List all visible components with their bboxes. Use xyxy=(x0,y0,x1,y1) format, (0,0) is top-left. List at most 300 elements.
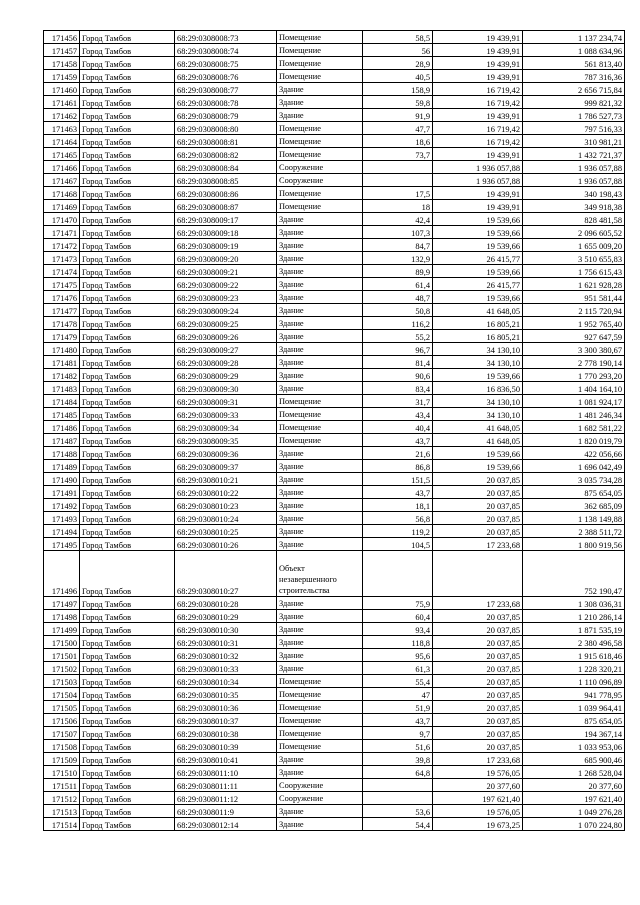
city-cell: Город Тамбов xyxy=(80,512,175,525)
cadastral-number-cell: 68:29:0308009:17 xyxy=(175,213,277,226)
row-number-cell: 171498 xyxy=(44,610,80,623)
city-cell: Город Тамбов xyxy=(80,83,175,96)
unit-value-cell: 16 719,42 xyxy=(433,83,523,96)
table-row xyxy=(44,317,625,330)
cadastral-value-cell: 362 685,09 xyxy=(523,499,625,512)
area-cell: 61,4 xyxy=(363,278,433,291)
unit-value-cell: 19 539,66 xyxy=(433,460,523,473)
cadastral-value-cell: 1 770 293,20 xyxy=(523,369,625,382)
city-cell: Город Тамбов xyxy=(80,395,175,408)
area-cell xyxy=(363,792,433,805)
cadastral-value-cell: 3 300 380,67 xyxy=(523,343,625,356)
object-type-cell: Помещение xyxy=(277,395,363,408)
table-row xyxy=(44,200,625,213)
cadastral-number-cell: 68:29:0308010:23 xyxy=(175,499,277,512)
city-cell: Город Тамбов xyxy=(80,538,175,551)
cadastral-number-cell: 68:29:0308009:31 xyxy=(175,395,277,408)
object-type-cell: Здание xyxy=(277,291,363,304)
table-row xyxy=(44,356,625,369)
area-cell: 28,9 xyxy=(363,57,433,70)
cadastral-value-cell: 1 210 286,14 xyxy=(523,610,625,623)
city-cell: Город Тамбов xyxy=(80,408,175,421)
unit-value-cell: 19 439,91 xyxy=(433,109,523,122)
row-number-cell: 171473 xyxy=(44,252,80,265)
unit-value-cell: 17 233,68 xyxy=(433,538,523,551)
table-row xyxy=(44,109,625,122)
area-cell: 43,7 xyxy=(363,714,433,727)
area-cell: 104,5 xyxy=(363,538,433,551)
city-cell: Город Тамбов xyxy=(80,44,175,57)
table-row xyxy=(44,662,625,675)
unit-value-cell: 19 439,91 xyxy=(433,44,523,57)
cadastral-number-cell: 68:29:0308009:37 xyxy=(175,460,277,473)
cadastral-number-cell: 68:29:0308010:22 xyxy=(175,486,277,499)
cadastral-value-cell: 1 621 928,28 xyxy=(523,278,625,291)
row-number-cell: 171500 xyxy=(44,636,80,649)
table-row xyxy=(44,148,625,161)
area-cell: 56,8 xyxy=(363,512,433,525)
object-type-cell: Здание xyxy=(277,818,363,831)
row-number-cell: 171492 xyxy=(44,499,80,512)
area-cell: 47,7 xyxy=(363,122,433,135)
area-cell: 21,6 xyxy=(363,447,433,460)
area-cell xyxy=(363,161,433,174)
unit-value-cell: 19 439,91 xyxy=(433,200,523,213)
object-type-cell: Здание xyxy=(277,356,363,369)
cadastral-value-cell: 1 268 528,04 xyxy=(523,766,625,779)
cadastral-value-cell: 194 367,14 xyxy=(523,727,625,740)
city-cell: Город Тамбов xyxy=(80,649,175,662)
object-type-cell: Здание xyxy=(277,460,363,473)
cadastral-number-cell: 68:29:0308009:35 xyxy=(175,434,277,447)
object-type-cell: Здание xyxy=(277,239,363,252)
object-type-cell: Здание xyxy=(277,649,363,662)
row-number-cell: 171485 xyxy=(44,408,80,421)
table-row xyxy=(44,805,625,818)
object-type-cell: Здание xyxy=(277,213,363,226)
table-row xyxy=(44,70,625,83)
row-number-cell: 171461 xyxy=(44,96,80,109)
cadastral-number-cell: 68:29:0308009:19 xyxy=(175,239,277,252)
cadastral-number-cell: 68:29:0308008:79 xyxy=(175,109,277,122)
object-type-cell: Помещение xyxy=(277,57,363,70)
area-cell: 47 xyxy=(363,688,433,701)
unit-value-cell: 19 539,66 xyxy=(433,291,523,304)
cadastral-value-cell: 2 778 190,14 xyxy=(523,356,625,369)
cadastral-number-cell: 68:29:0308009:26 xyxy=(175,330,277,343)
unit-value-cell: 17 233,68 xyxy=(433,597,523,610)
object-type-cell: Здание xyxy=(277,343,363,356)
cadastral-number-cell: 68:29:0308010:33 xyxy=(175,662,277,675)
cadastral-value-table xyxy=(43,30,625,831)
cadastral-number-cell: 68:29:0308009:20 xyxy=(175,252,277,265)
unit-value-cell xyxy=(433,551,523,597)
city-cell: Город Тамбов xyxy=(80,382,175,395)
row-number-cell: 171481 xyxy=(44,356,80,369)
city-cell: Город Тамбов xyxy=(80,174,175,187)
table-row xyxy=(44,636,625,649)
cadastral-value-cell: 999 821,32 xyxy=(523,96,625,109)
row-number-cell: 171470 xyxy=(44,213,80,226)
object-type-cell: Помещение xyxy=(277,434,363,447)
row-number-cell: 171510 xyxy=(44,766,80,779)
table-row xyxy=(44,460,625,473)
row-number-cell: 171464 xyxy=(44,135,80,148)
table-row xyxy=(44,291,625,304)
object-type-cell: Помещение xyxy=(277,408,363,421)
city-cell: Город Тамбов xyxy=(80,96,175,109)
unit-value-cell: 20 037,85 xyxy=(433,675,523,688)
area-cell: 91,9 xyxy=(363,109,433,122)
cadastral-number-cell: 68:29:0308009:28 xyxy=(175,356,277,369)
object-type-cell: Помещение xyxy=(277,200,363,213)
unit-value-cell: 19 439,91 xyxy=(433,31,523,44)
city-cell: Город Тамбов xyxy=(80,161,175,174)
row-number-cell: 171474 xyxy=(44,265,80,278)
area-cell: 40,5 xyxy=(363,70,433,83)
unit-value-cell: 19 539,66 xyxy=(433,265,523,278)
cadastral-number-cell: 68:29:0308010:34 xyxy=(175,675,277,688)
unit-value-cell: 41 648,05 xyxy=(433,434,523,447)
area-cell xyxy=(363,779,433,792)
cadastral-number-cell: 68:29:0308011:9 xyxy=(175,805,277,818)
object-type-cell: Здание xyxy=(277,610,363,623)
object-type-cell: Помещение xyxy=(277,714,363,727)
cadastral-number-cell: 68:29:0308009:25 xyxy=(175,317,277,330)
cadastral-value-cell: 875 654,05 xyxy=(523,486,625,499)
cadastral-value-cell: 1 820 019,79 xyxy=(523,434,625,447)
object-type-cell: Здание xyxy=(277,447,363,460)
unit-value-cell: 34 130,10 xyxy=(433,395,523,408)
cadastral-number-cell: 68:29:0308010:32 xyxy=(175,649,277,662)
table-row xyxy=(44,239,625,252)
unit-value-cell: 34 130,10 xyxy=(433,356,523,369)
area-cell: 43,7 xyxy=(363,486,433,499)
row-number-cell: 171486 xyxy=(44,421,80,434)
city-cell: Город Тамбов xyxy=(80,304,175,317)
table-row xyxy=(44,369,625,382)
area-cell: 75,9 xyxy=(363,597,433,610)
object-type-cell: Здание xyxy=(277,512,363,525)
city-cell: Город Тамбов xyxy=(80,499,175,512)
object-type-cell: Помещение xyxy=(277,44,363,57)
city-cell: Город Тамбов xyxy=(80,265,175,278)
cadastral-value-cell: 1 871 535,19 xyxy=(523,623,625,636)
cadastral-value-cell: 685 900,46 xyxy=(523,753,625,766)
city-cell: Город Тамбов xyxy=(80,343,175,356)
unit-value-cell: 20 037,85 xyxy=(433,525,523,538)
object-type-cell: Помещение xyxy=(277,701,363,714)
row-number-cell: 171487 xyxy=(44,434,80,447)
unit-value-cell: 19 439,91 xyxy=(433,57,523,70)
cadastral-value-cell: 310 981,21 xyxy=(523,135,625,148)
table-row xyxy=(44,447,625,460)
table-row xyxy=(44,161,625,174)
cadastral-value-cell: 1 039 964,41 xyxy=(523,701,625,714)
city-cell: Город Тамбов xyxy=(80,122,175,135)
cadastral-value-cell: 1 696 042,49 xyxy=(523,460,625,473)
object-type-cell: Помещение xyxy=(277,675,363,688)
unit-value-cell: 17 233,68 xyxy=(433,753,523,766)
row-number-cell: 171491 xyxy=(44,486,80,499)
cadastral-number-cell: 68:29:0308009:27 xyxy=(175,343,277,356)
object-type-cell: Здание xyxy=(277,662,363,675)
cadastral-number-cell: 68:29:0308010:24 xyxy=(175,512,277,525)
cadastral-number-cell: 68:29:0308011:10 xyxy=(175,766,277,779)
cadastral-value-cell: 1 756 615,43 xyxy=(523,265,625,278)
city-cell: Город Тамбов xyxy=(80,486,175,499)
object-type-cell: Сооружение xyxy=(277,174,363,187)
row-number-cell: 171476 xyxy=(44,291,80,304)
object-type-cell: Здание xyxy=(277,538,363,551)
cadastral-number-cell: 68:29:0308009:21 xyxy=(175,265,277,278)
table-row xyxy=(44,473,625,486)
cadastral-value-cell: 349 918,38 xyxy=(523,200,625,213)
unit-value-cell: 16 719,42 xyxy=(433,135,523,148)
object-type-cell: Здание xyxy=(277,473,363,486)
city-cell: Город Тамбов xyxy=(80,434,175,447)
table-row xyxy=(44,714,625,727)
row-number-cell: 171511 xyxy=(44,779,80,792)
unit-value-cell: 197 621,40 xyxy=(433,792,523,805)
cadastral-number-cell: 68:29:0308008:78 xyxy=(175,96,277,109)
row-number-cell: 171458 xyxy=(44,57,80,70)
cadastral-value-cell: 1 088 634,96 xyxy=(523,44,625,57)
area-cell: 158,9 xyxy=(363,83,433,96)
cadastral-value-cell: 828 481,58 xyxy=(523,213,625,226)
table-row xyxy=(44,434,625,447)
unit-value-cell: 1 936 057,88 xyxy=(433,174,523,187)
cadastral-value-cell: 340 198,43 xyxy=(523,187,625,200)
cadastral-number-cell: 68:29:0308009:18 xyxy=(175,226,277,239)
row-number-cell: 171499 xyxy=(44,623,80,636)
cadastral-number-cell: 68:29:0308008:73 xyxy=(175,31,277,44)
table-row xyxy=(44,135,625,148)
cadastral-number-cell: 68:29:0308011:12 xyxy=(175,792,277,805)
cadastral-number-cell: 68:29:0308010:35 xyxy=(175,688,277,701)
area-cell: 61,3 xyxy=(363,662,433,675)
area-cell: 93,4 xyxy=(363,623,433,636)
table-row xyxy=(44,304,625,317)
city-cell: Город Тамбов xyxy=(80,610,175,623)
area-cell xyxy=(363,551,433,597)
unit-value-cell: 20 037,85 xyxy=(433,649,523,662)
cadastral-number-cell: 68:29:0308008:84 xyxy=(175,161,277,174)
cadastral-value-cell: 1 800 919,56 xyxy=(523,538,625,551)
object-type-cell: Здание xyxy=(277,382,363,395)
cadastral-value-cell: 1 081 924,17 xyxy=(523,395,625,408)
unit-value-cell: 16 805,21 xyxy=(433,330,523,343)
city-cell: Город Тамбов xyxy=(80,675,175,688)
unit-value-cell: 20 037,85 xyxy=(433,636,523,649)
city-cell: Город Тамбов xyxy=(80,291,175,304)
object-type-cell: Здание xyxy=(277,597,363,610)
area-cell: 95,6 xyxy=(363,649,433,662)
table-row xyxy=(44,499,625,512)
city-cell: Город Тамбов xyxy=(80,805,175,818)
cadastral-number-cell: 68:29:0308008:82 xyxy=(175,148,277,161)
area-cell: 43,4 xyxy=(363,408,433,421)
object-type-cell: Сооружение xyxy=(277,779,363,792)
cadastral-number-cell: 68:29:0308009:34 xyxy=(175,421,277,434)
area-cell: 118,8 xyxy=(363,636,433,649)
city-cell: Город Тамбов xyxy=(80,148,175,161)
object-type-cell: Здание xyxy=(277,317,363,330)
cadastral-value-cell: 875 654,05 xyxy=(523,714,625,727)
city-cell: Город Тамбов xyxy=(80,779,175,792)
row-number-cell: 171468 xyxy=(44,187,80,200)
object-type-cell: Помещение xyxy=(277,421,363,434)
row-number-cell: 171514 xyxy=(44,818,80,831)
area-cell: 151,5 xyxy=(363,473,433,486)
area-cell: 107,3 xyxy=(363,226,433,239)
area-cell: 50,8 xyxy=(363,304,433,317)
area-cell: 55,4 xyxy=(363,675,433,688)
table-row xyxy=(44,31,625,44)
object-type-cell: Здание xyxy=(277,252,363,265)
city-cell: Город Тамбов xyxy=(80,135,175,148)
cadastral-value-cell: 1 655 009,20 xyxy=(523,239,625,252)
cadastral-value-cell: 927 647,59 xyxy=(523,330,625,343)
object-type-cell: Помещение xyxy=(277,727,363,740)
area-cell xyxy=(363,174,433,187)
row-number-cell: 171489 xyxy=(44,460,80,473)
unit-value-cell: 16 805,21 xyxy=(433,317,523,330)
row-number-cell: 171460 xyxy=(44,83,80,96)
object-type-cell: Здание xyxy=(277,525,363,538)
cadastral-value-cell: 951 581,44 xyxy=(523,291,625,304)
row-number-cell: 171490 xyxy=(44,473,80,486)
unit-value-cell: 16 836,50 xyxy=(433,382,523,395)
city-cell: Город Тамбов xyxy=(80,447,175,460)
table-row xyxy=(44,766,625,779)
cadastral-number-cell: 68:29:0308010:41 xyxy=(175,753,277,766)
cadastral-number-cell: 68:29:0308010:25 xyxy=(175,525,277,538)
table-row xyxy=(44,408,625,421)
cadastral-number-cell: 68:29:0308010:30 xyxy=(175,623,277,636)
table-row xyxy=(44,486,625,499)
object-type-cell: Помещение xyxy=(277,187,363,200)
object-type-cell: Здание xyxy=(277,766,363,779)
cadastral-number-cell: 68:29:0308010:31 xyxy=(175,636,277,649)
cadastral-number-cell: 68:29:0308010:39 xyxy=(175,740,277,753)
unit-value-cell: 19 539,66 xyxy=(433,447,523,460)
city-cell: Город Тамбов xyxy=(80,818,175,831)
city-cell: Город Тамбов xyxy=(80,636,175,649)
row-number-cell: 171504 xyxy=(44,688,80,701)
table-row xyxy=(44,213,625,226)
cadastral-value-cell: 2 388 511,72 xyxy=(523,525,625,538)
unit-value-cell: 34 130,10 xyxy=(433,408,523,421)
area-cell: 89,9 xyxy=(363,265,433,278)
unit-value-cell: 19 439,91 xyxy=(433,148,523,161)
area-cell: 18,1 xyxy=(363,499,433,512)
city-cell: Город Тамбов xyxy=(80,727,175,740)
cadastral-value-cell: 1 786 527,73 xyxy=(523,109,625,122)
row-number-cell: 171495 xyxy=(44,538,80,551)
unit-value-cell: 16 719,42 xyxy=(433,96,523,109)
area-cell: 59,8 xyxy=(363,96,433,109)
table-row xyxy=(44,83,625,96)
unit-value-cell: 20 377,60 xyxy=(433,779,523,792)
table-row xyxy=(44,278,625,291)
object-type-cell: Помещение xyxy=(277,740,363,753)
row-number-cell: 171494 xyxy=(44,525,80,538)
cadastral-number-cell: 68:29:0308008:80 xyxy=(175,122,277,135)
area-cell: 53,6 xyxy=(363,805,433,818)
unit-value-cell: 20 037,85 xyxy=(433,473,523,486)
row-number-cell: 171501 xyxy=(44,649,80,662)
row-number-cell: 171456 xyxy=(44,31,80,44)
cadastral-value-cell: 1 432 721,37 xyxy=(523,148,625,161)
area-cell: 116,2 xyxy=(363,317,433,330)
cadastral-number-cell: 68:29:0308010:37 xyxy=(175,714,277,727)
object-type-cell: Помещение xyxy=(277,122,363,135)
area-cell: 81,4 xyxy=(363,356,433,369)
unit-value-cell: 19 539,66 xyxy=(433,226,523,239)
city-cell: Город Тамбов xyxy=(80,356,175,369)
row-number-cell: 171472 xyxy=(44,239,80,252)
row-number-cell: 171466 xyxy=(44,161,80,174)
cadastral-value-cell: 1 033 953,06 xyxy=(523,740,625,753)
city-cell: Город Тамбов xyxy=(80,252,175,265)
cadastral-number-cell: 68:29:0308008:75 xyxy=(175,57,277,70)
cadastral-value-cell: 1 049 276,28 xyxy=(523,805,625,818)
cadastral-number-cell: 68:29:0308009:23 xyxy=(175,291,277,304)
table-row xyxy=(44,226,625,239)
cadastral-number-cell: 68:29:0308010:38 xyxy=(175,727,277,740)
row-number-cell: 171508 xyxy=(44,740,80,753)
cadastral-number-cell: 68:29:0308009:22 xyxy=(175,278,277,291)
city-cell: Город Тамбов xyxy=(80,740,175,753)
area-cell: 17,5 xyxy=(363,187,433,200)
row-number-cell: 171502 xyxy=(44,662,80,675)
table-row xyxy=(44,44,625,57)
area-cell: 119,2 xyxy=(363,525,433,538)
cadastral-value-cell: 941 778,95 xyxy=(523,688,625,701)
cadastral-value-cell: 197 621,40 xyxy=(523,792,625,805)
object-type-cell: Помещение xyxy=(277,688,363,701)
table-row xyxy=(44,597,625,610)
unit-value-cell: 20 037,85 xyxy=(433,512,523,525)
table-row xyxy=(44,779,625,792)
city-cell: Город Тамбов xyxy=(80,525,175,538)
row-number-cell: 171507 xyxy=(44,727,80,740)
table-row xyxy=(44,551,625,597)
row-number-cell: 171475 xyxy=(44,278,80,291)
row-number-cell: 171465 xyxy=(44,148,80,161)
city-cell: Город Тамбов xyxy=(80,792,175,805)
table-row xyxy=(44,187,625,200)
city-cell: Город Тамбов xyxy=(80,473,175,486)
unit-value-cell: 41 648,05 xyxy=(433,304,523,317)
cadastral-number-cell: 68:29:0308008:86 xyxy=(175,187,277,200)
cadastral-value-cell: 1 952 765,40 xyxy=(523,317,625,330)
cadastral-value-cell: 422 056,66 xyxy=(523,447,625,460)
unit-value-cell: 41 648,05 xyxy=(433,421,523,434)
object-type-cell: Здание xyxy=(277,805,363,818)
table-row xyxy=(44,649,625,662)
cadastral-value-cell: 1 481 246,34 xyxy=(523,408,625,421)
city-cell: Город Тамбов xyxy=(80,551,175,597)
cadastral-number-cell: 68:29:0308010:28 xyxy=(175,597,277,610)
city-cell: Город Тамбов xyxy=(80,662,175,675)
area-cell: 18,6 xyxy=(363,135,433,148)
table-row xyxy=(44,792,625,805)
city-cell: Город Тамбов xyxy=(80,714,175,727)
cadastral-number-cell: 68:29:0308008:87 xyxy=(175,200,277,213)
row-number-cell: 171457 xyxy=(44,44,80,57)
